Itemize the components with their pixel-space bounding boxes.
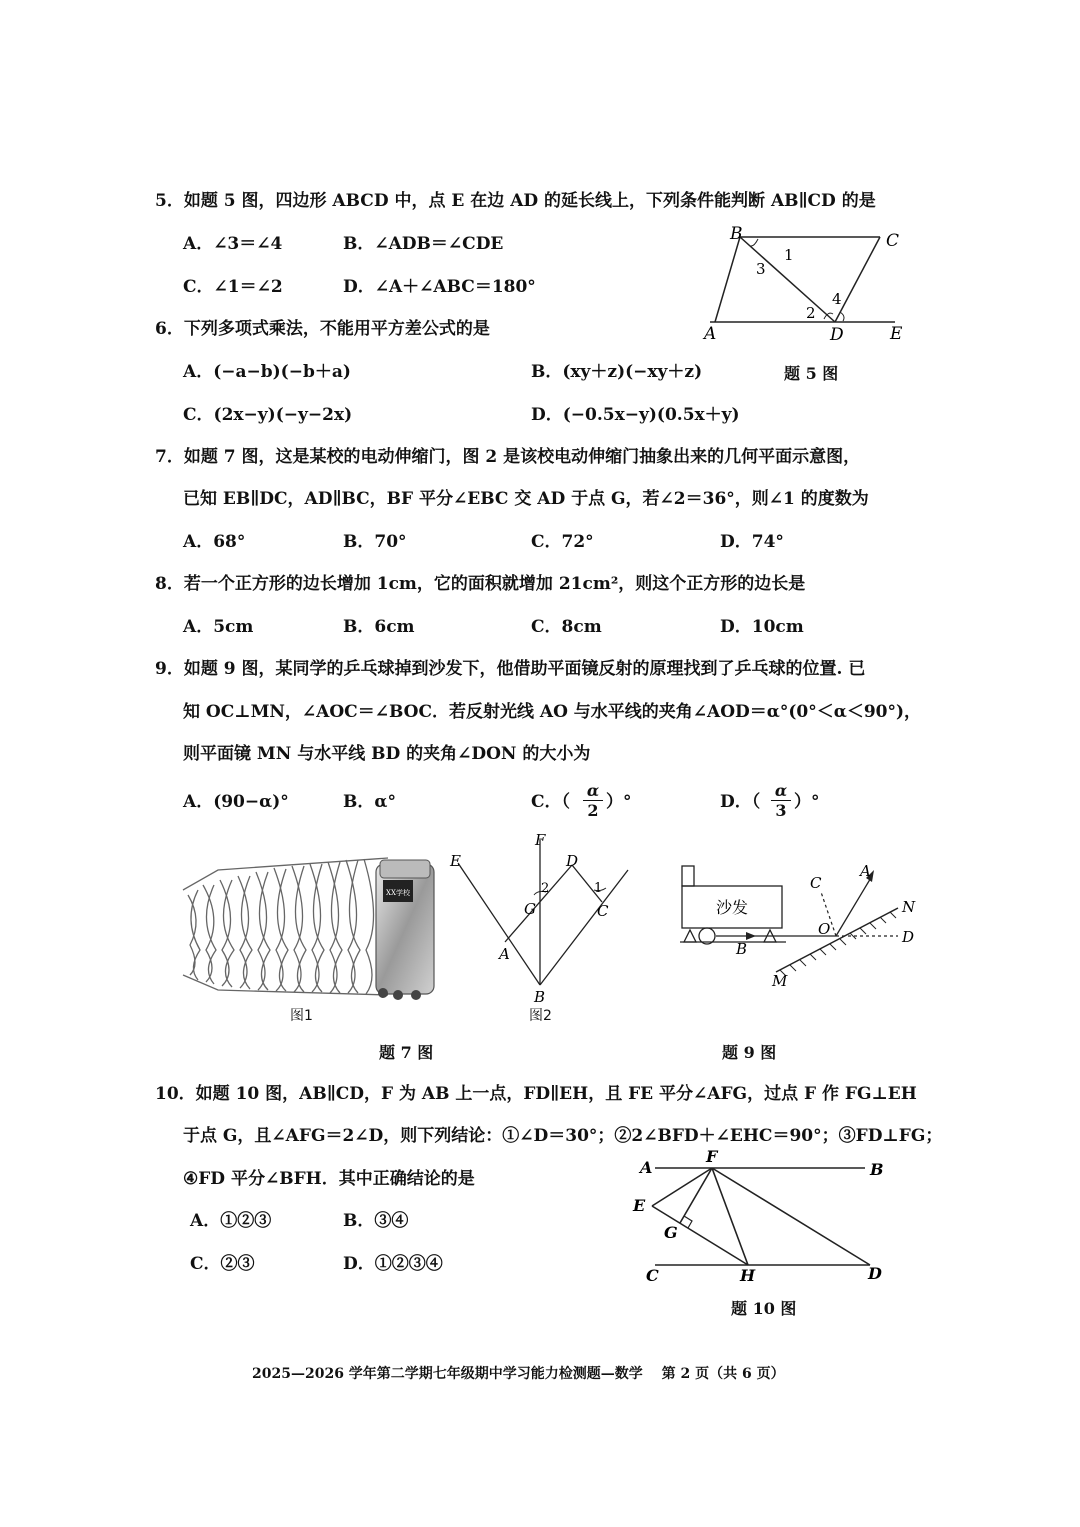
q9-figure xyxy=(676,860,926,990)
q6-option-c[interactable]: C．(2x−y)(−y−2x) xyxy=(183,405,353,425)
q9-option-c-numerator: α xyxy=(583,782,603,801)
q7-option-c[interactable]: C．72° xyxy=(531,532,594,552)
q7-option-a[interactable]: A．68° xyxy=(183,532,246,552)
q9-option-d[interactable] xyxy=(720,791,760,813)
q8-stem: 8．若一个正方形的边长增加 1cm，它的面积就增加 21cm²，则这个正方形的边长是 xyxy=(155,574,806,594)
q9-label-m: M xyxy=(772,972,788,990)
q7-label-d: D xyxy=(566,852,579,870)
q9-stem-line2: 知 OC⊥MN，∠AOC＝∠BOC．若反射光线 AO 与水平线的夹角∠AOD＝α°(0°＜α＜90°)， xyxy=(183,702,922,722)
q10-option-c[interactable]: C．②③ xyxy=(190,1254,255,1274)
q10-option-d[interactable]: D．①②③④ xyxy=(343,1254,443,1274)
q6-option-b[interactable]: B．(xy＋z)(−xy＋z) xyxy=(531,362,703,382)
q9-label-d: D xyxy=(902,928,915,946)
q5-label-e: E xyxy=(890,324,903,344)
q9-option-a[interactable]: A．(90−α)° xyxy=(183,792,289,812)
q10-option-b[interactable]: B．③④ xyxy=(343,1211,409,1231)
q5-option-c[interactable]: C．∠1＝∠2 xyxy=(183,277,283,297)
q5-figure xyxy=(700,222,920,347)
q9-label-n: N xyxy=(902,898,916,916)
q7-figure-caption: 题 7 图 xyxy=(379,1043,434,1062)
q6-option-d[interactable]: D．(−0.5x−y)(0.5x＋y) xyxy=(531,405,740,425)
q9-option-d-numerator: α xyxy=(771,782,791,801)
q10-stem-line3: ④FD 平分∠BFH．其中正确结论的是 xyxy=(183,1169,475,1189)
q5-label-1: 1 xyxy=(784,246,794,264)
q7-label-a: A xyxy=(499,945,510,963)
q9-option-d-suffix: ）° xyxy=(794,792,820,812)
q6-stem: 6．下列多项式乘法，不能用平方差公式的是 xyxy=(155,319,490,339)
q9-label-a: A xyxy=(860,862,871,880)
q10-label-b: B xyxy=(870,1160,884,1179)
q5-option-d[interactable]: D．∠A＋∠ABC＝180° xyxy=(343,277,536,297)
q5-stem: 5．如题 5 图，四边形 ABCD 中，点 E 在边 AD 的延长线上，下列条件能判断 AB∥CD 的是 xyxy=(155,191,876,211)
q7-label-b: B xyxy=(534,988,546,1005)
q5-label-c: C xyxy=(886,231,900,251)
q8-option-c[interactable]: C．8cm xyxy=(531,617,602,637)
q9-label-o: O xyxy=(818,920,831,938)
q10-label-e: E xyxy=(633,1196,646,1215)
q9-sofa-label: 沙发 xyxy=(716,898,749,917)
q9-option-c[interactable] xyxy=(531,791,570,813)
q10-label-a: A xyxy=(640,1158,653,1177)
q9-option-c-denominator: 2 xyxy=(587,801,599,820)
q10-label-h: H xyxy=(740,1266,756,1285)
q7-fig2-figure xyxy=(440,830,640,1005)
page-footer: 2025—2026 学年第二学期七年级期中学习能力检测题—数学 第 2 页（共 6 页） xyxy=(252,1366,785,1382)
q7-label-1: 1 xyxy=(594,881,603,896)
q10-label-g: G xyxy=(664,1223,678,1242)
q7-label-f: F xyxy=(535,831,546,849)
q9-option-c-suffix: ）° xyxy=(606,792,632,812)
q10-option-a[interactable]: A．①②③ xyxy=(190,1211,272,1231)
q9-option-d-fraction xyxy=(771,782,791,821)
q9-option-c-fraction xyxy=(583,782,603,821)
q10-stem-line1: 10．如题 10 图，AB∥CD，F 为 AB 上一点，FD∥EH，且 FE 平分∠AFG，过点 F 作 FG⊥EH xyxy=(155,1084,917,1104)
q9-option-b[interactable]: B．α° xyxy=(343,792,396,812)
q8-option-a[interactable]: A．5cm xyxy=(183,617,254,637)
q7-fig1-caption: 图1 xyxy=(290,1008,313,1024)
q10-stem-line2: 于点 G，且∠AFG＝2∠D，则下列结论：①∠D＝30°；②2∠BFD＋∠EHC＝90°；③FD⊥FG； xyxy=(183,1126,943,1146)
q10-label-c: C xyxy=(646,1266,659,1285)
q10-label-d: D xyxy=(868,1264,882,1283)
q10-figure xyxy=(630,1148,895,1288)
q7-label-2: 2 xyxy=(541,881,550,896)
q7-fig1-gate-image xyxy=(178,850,440,1000)
q9-label-b: B xyxy=(736,940,748,958)
q8-option-d[interactable]: D．10cm xyxy=(720,617,804,637)
q5-figure-caption: 题 5 图 xyxy=(784,364,839,383)
q9-option-c-prefix: C．（ xyxy=(531,792,571,812)
q9-label-c: C xyxy=(810,874,822,892)
q5-option-a[interactable]: A．∠3＝∠4 xyxy=(183,234,283,254)
q7-label-c: C xyxy=(597,902,609,920)
q10-figure-caption: 题 10 图 xyxy=(731,1299,797,1318)
q7-label-e: E xyxy=(450,852,461,870)
q5-label-b: B xyxy=(730,224,743,244)
q7-fig2-caption: 图2 xyxy=(529,1008,552,1024)
q5-label-4: 4 xyxy=(832,290,842,308)
q5-label-d: D xyxy=(830,325,844,345)
q9-option-d-denominator: 3 xyxy=(775,801,787,820)
q5-label-3: 3 xyxy=(756,260,766,278)
q9-option-d-prefix: D．（ xyxy=(720,792,761,812)
q8-option-b[interactable]: B．6cm xyxy=(343,617,415,637)
q5-option-b[interactable]: B．∠ADB＝∠CDE xyxy=(343,234,504,254)
q5-label-a: A xyxy=(704,324,717,344)
q7-label-g: G xyxy=(524,900,536,918)
q7-stem-line2: 已知 EB∥DC，AD∥BC，BF 平分∠EBC 交 AD 于点 G，若∠2＝36°，则∠1 的度数为 xyxy=(183,489,869,509)
q7-stem-line1: 7．如题 7 图，这是某校的电动伸缩门，图 2 是该校电动伸缩门抽象出来的几何平面示意图， xyxy=(155,447,861,467)
q9-stem-line1: 9．如题 9 图，某同学的乒乓球掉到沙发下，他借助平面镜反射的原理找到了乒乓球的位置. 已 xyxy=(155,659,866,679)
q7-option-b[interactable]: B．70° xyxy=(343,532,407,552)
q7-option-d[interactable]: D．74° xyxy=(720,532,784,552)
q5-label-2: 2 xyxy=(806,304,816,322)
q7-gate-sign: XX学校 xyxy=(386,889,410,897)
q10-label-f: F xyxy=(706,1148,718,1166)
q6-option-a[interactable]: A．(−a−b)(−b＋a) xyxy=(183,362,351,382)
q9-figure-caption: 题 9 图 xyxy=(722,1043,777,1062)
q9-stem-line3: 则平面镜 MN 与水平线 BD 的夹角∠DON 的大小为 xyxy=(183,744,591,764)
